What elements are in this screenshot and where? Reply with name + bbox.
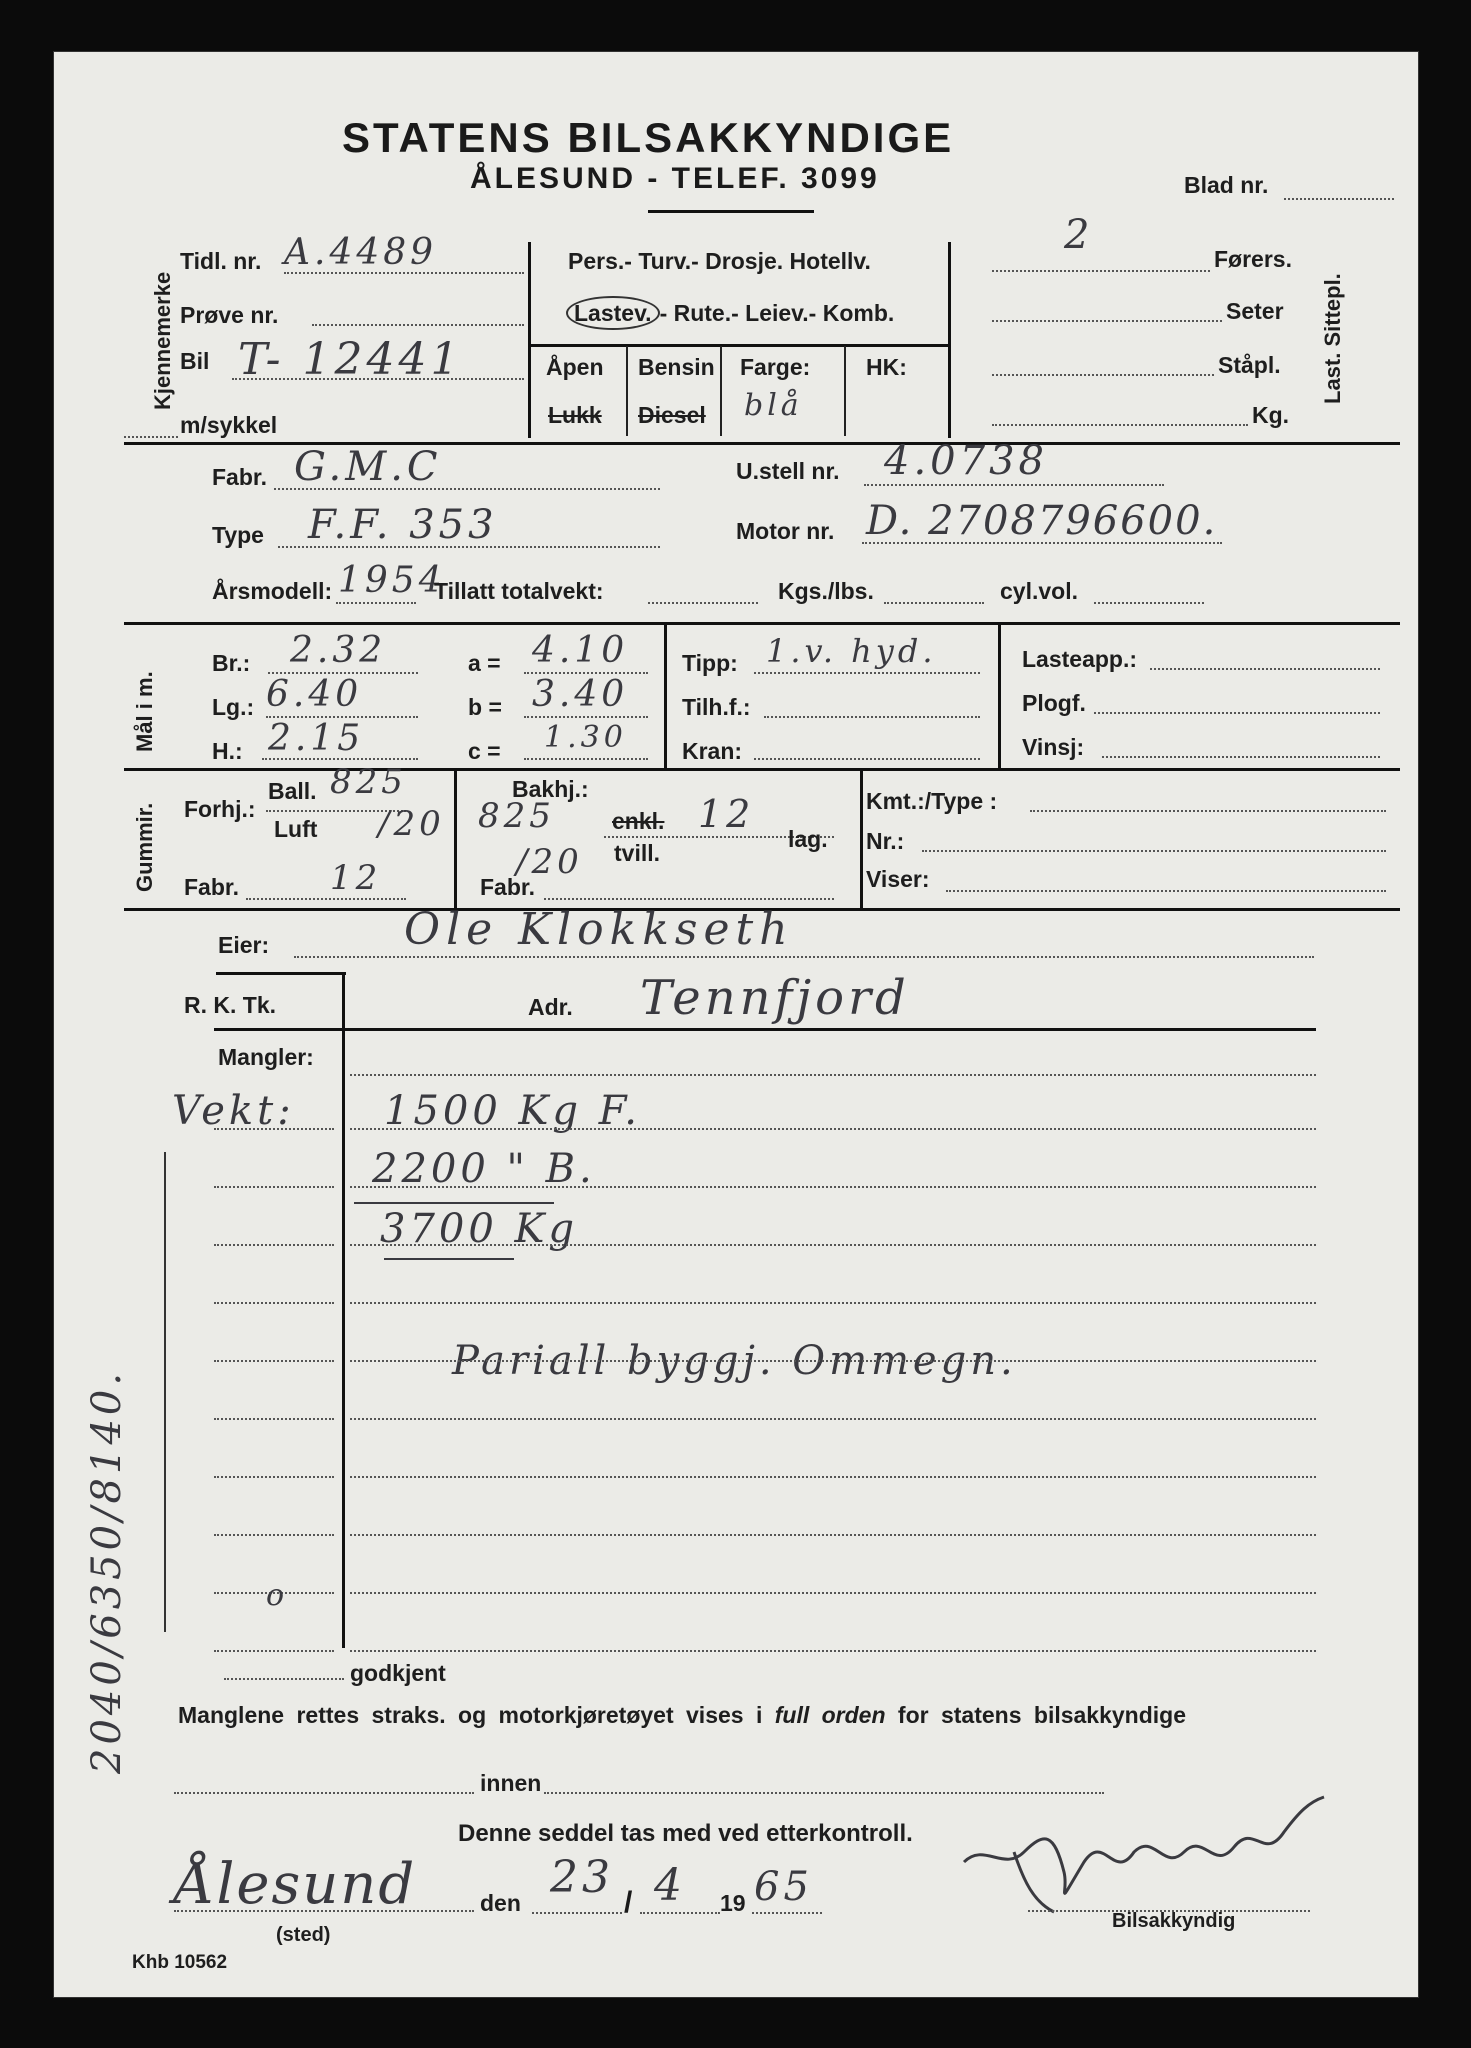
- b-value: 3.40: [532, 674, 629, 715]
- vinsj-label: Vinsj:: [1022, 734, 1085, 760]
- innen-line-left: [174, 1792, 474, 1794]
- eier-value: Ole Klokkseth: [404, 904, 794, 955]
- left-bracket: [164, 1152, 166, 1632]
- ustell-value: 4.0738: [884, 438, 1048, 484]
- b-line: [524, 716, 648, 718]
- tidl-value: A.4489: [284, 232, 438, 273]
- viser-line: [946, 890, 1386, 892]
- bensin-label: Bensin: [638, 354, 715, 380]
- sted-label: (sted): [276, 1924, 331, 1946]
- defect-rule-right: [350, 1650, 1316, 1652]
- tillatt-line: [648, 602, 758, 604]
- msykkel-line: [124, 436, 178, 438]
- rktk-top-rule: [216, 972, 346, 975]
- defect-rule-right: [350, 1186, 1316, 1188]
- date-slash: /: [624, 1886, 633, 1919]
- rule-2: [124, 622, 1400, 625]
- usage-lastev: [566, 300, 894, 327]
- form-title: STATENS BILSAKKYNDIGE: [342, 114, 955, 161]
- tyres-fabr2-line: [544, 898, 834, 900]
- signature: [954, 1792, 1334, 1927]
- motor-label: Motor nr.: [736, 518, 835, 544]
- arsmodell-value: 1954: [338, 560, 446, 601]
- tyres-fabr2-label: Fabr.: [480, 874, 535, 900]
- day-value: 23: [550, 1852, 614, 1903]
- tidl-label: Tidl. nr.: [180, 248, 262, 274]
- defect-line-2: 2200 " B.: [372, 1146, 596, 1192]
- defects-vertical: [342, 972, 345, 1648]
- rule-3: [124, 768, 1400, 771]
- bakhj-label: Bakhj.:: [512, 776, 589, 802]
- tillatt-label: Tillatt totalvekt:: [434, 578, 604, 604]
- a-value: 4.10: [532, 630, 629, 671]
- c-label: c =: [468, 738, 501, 764]
- apen-label: Åpen: [546, 354, 604, 380]
- ustell-line: [864, 484, 1164, 486]
- usage-div3: [844, 346, 846, 436]
- dim-div2: [998, 624, 1001, 768]
- msykkel-label: m/sykkel: [180, 412, 278, 438]
- usage-div1: [626, 346, 628, 436]
- sum-rule: [354, 1202, 554, 1204]
- dim-div1: [664, 624, 667, 768]
- fabr-line: [274, 488, 660, 490]
- kgs-line: [884, 602, 984, 604]
- dimensions-side-label: Mål i m.: [132, 671, 157, 752]
- luft-label: Luft: [274, 816, 318, 842]
- eier-label: Eier:: [218, 932, 270, 958]
- instruction-end: for statens bilsakkyndige: [897, 1702, 1187, 1728]
- ball-label: Ball.: [268, 778, 317, 804]
- lastev-circled: Lastev.: [566, 296, 660, 330]
- defect-rule-left: [214, 1418, 334, 1420]
- small-mark: o: [266, 1578, 289, 1613]
- defect-rule-left: [214, 1650, 334, 1652]
- usage-row1: Pers.- Turv.- Drosje. Hotellv.: [568, 248, 871, 274]
- defect-rule-left: [214, 1476, 334, 1478]
- total-rule: [384, 1258, 514, 1260]
- tyres-side-label: Gummir.: [132, 802, 157, 892]
- seter-label: Seter: [1226, 298, 1284, 324]
- type-line: [278, 546, 660, 548]
- h-line: [262, 758, 418, 760]
- prove-line: [312, 324, 524, 326]
- year-line: [752, 1912, 822, 1914]
- kgs-label: Kgs./lbs.: [778, 578, 874, 604]
- blad-line: [1284, 198, 1394, 200]
- defect-rule-left: [214, 1244, 334, 1246]
- tipp-line: [754, 672, 980, 674]
- forers-label: Førers.: [1214, 246, 1292, 272]
- plogf-label: Plogf.: [1022, 690, 1086, 716]
- enkl-label: enkl.: [612, 808, 665, 834]
- adr-label: Adr.: [528, 994, 573, 1020]
- lg-value: 6.40: [266, 674, 363, 715]
- tyres-div2: [860, 770, 863, 910]
- bil-line: [232, 378, 524, 380]
- bil-label: Bil: [180, 348, 210, 374]
- innen-label: innen: [480, 1770, 542, 1796]
- c-value: 1.30: [544, 720, 627, 755]
- tidl-line: [284, 272, 524, 274]
- h-label: H.:: [212, 738, 243, 764]
- seats-value: 2: [1064, 212, 1094, 258]
- vekt-label: Vekt:: [172, 1088, 295, 1134]
- ball-value: 825: [330, 762, 407, 802]
- header-rule: [648, 210, 814, 213]
- fabr-label: Fabr.: [212, 464, 267, 490]
- seats-side-label: Last. Sittepl.: [1320, 273, 1345, 404]
- vinsj-line: [1102, 756, 1380, 758]
- kjennemerke-side-label: Kjennemerke: [150, 271, 175, 410]
- form-number: Khb 10562: [132, 1952, 228, 1973]
- lasteapp-line: [1150, 668, 1380, 670]
- place-value: Ålesund: [174, 1852, 417, 1917]
- nr-label: Nr.:: [866, 828, 905, 854]
- usage-row2-rest: - Rute.- Leiev.- Komb.: [659, 300, 895, 326]
- cyl-line: [1094, 602, 1204, 604]
- defect-rule-right: [350, 1592, 1316, 1594]
- tyres-div1: [454, 770, 457, 910]
- diesel-label: Diesel: [638, 402, 706, 428]
- seter-line: [992, 320, 1222, 322]
- kmt-label: Kmt.:/Type :: [866, 788, 998, 814]
- ustell-label: U.stell nr.: [736, 458, 840, 484]
- defect-rule-left: [214, 1360, 334, 1362]
- bil-value: T- 12441: [238, 334, 463, 385]
- defect-rule-right: [350, 1128, 1316, 1130]
- kg-line: [992, 424, 1248, 426]
- enkl-value: 12: [698, 792, 755, 836]
- form-subtitle: ÅLESUND - TELEF. 3099: [470, 162, 880, 195]
- c-line: [524, 758, 648, 760]
- year-suffix: 65: [754, 1864, 813, 1910]
- prove-label: Prøve nr.: [180, 302, 279, 328]
- blad-label: Blad nr.: [1184, 172, 1269, 198]
- tipp-value: 1.v. hyd.: [766, 632, 937, 670]
- year-prefix: 19: [720, 1890, 746, 1916]
- bakhj-value: 825: [478, 796, 555, 836]
- instruction-italic: full orden: [774, 1702, 886, 1728]
- farge-value: blå: [744, 388, 803, 423]
- motor-line: [862, 542, 1222, 544]
- plogf-line: [1094, 712, 1380, 714]
- mangler-line-0: [350, 1074, 1316, 1076]
- br-value: 2.32: [290, 630, 387, 671]
- divider-right: [948, 242, 951, 438]
- motor-value: D. 2708796600.: [866, 498, 1218, 544]
- defect-line-4: Pariall byggj. Ommegn.: [452, 1338, 1017, 1384]
- type-label: Type: [212, 522, 264, 548]
- tyres-fabr-line: [246, 898, 406, 900]
- instruction-main: Manglene rettes straks. og motorkjøretøyet vises i: [178, 1702, 763, 1728]
- a-label: a =: [468, 650, 501, 676]
- instruction-text: [178, 1702, 1186, 1729]
- defect-rule-right: [350, 1418, 1316, 1420]
- stapl-line: [992, 374, 1214, 376]
- defect-rule-right: [350, 1360, 1316, 1362]
- defect-rule-left: [214, 1186, 334, 1188]
- h-value: 2.15: [268, 718, 365, 759]
- kg-label: Kg.: [1252, 402, 1290, 428]
- forers-line: [992, 270, 1210, 272]
- rktk-label: R. K. Tk.: [184, 992, 277, 1018]
- form-sheet: [54, 52, 1418, 1997]
- defect-rule-left: [214, 1302, 334, 1304]
- cyl-label: cyl.vol.: [1000, 578, 1078, 604]
- type-value: F.F. 353: [308, 502, 498, 548]
- side-note: 2040/6350/8140.: [84, 1368, 130, 1774]
- tvill-label: tvill.: [614, 840, 661, 866]
- lg-label: Lg.:: [212, 694, 255, 720]
- farge-label: Farge:: [740, 354, 811, 380]
- month-line: [640, 1912, 720, 1914]
- month-value: 4: [654, 1860, 686, 1911]
- viser-label: Viser:: [866, 866, 930, 892]
- lasteapp-label: Lasteapp.:: [1022, 646, 1138, 672]
- usage-rule: [528, 344, 948, 347]
- bakhj-sub: /20: [516, 842, 583, 882]
- mangler-label: Mangler:: [218, 1044, 314, 1070]
- nr-line: [922, 850, 1386, 852]
- defect-line-3: 3700 Kg: [380, 1206, 578, 1252]
- lag-label: lag.: [788, 826, 828, 852]
- day-line: [532, 1912, 622, 1914]
- godkjent-line: [224, 1678, 344, 1680]
- bold-note: Denne seddel tas med ved etterkontroll.: [458, 1820, 913, 1847]
- defect-rule-left: [214, 1534, 334, 1536]
- godkjent-label: godkjent: [350, 1660, 446, 1686]
- tipp-label: Tipp:: [682, 650, 738, 676]
- defect-line-1: 1500 Kg F.: [384, 1088, 641, 1134]
- divider-left: [528, 242, 531, 438]
- arsmodell-line: [336, 602, 416, 604]
- luft-value: /20: [378, 804, 445, 844]
- defect-rule-right: [350, 1534, 1316, 1536]
- defect-rule-right: [350, 1302, 1316, 1304]
- front-count: 12: [330, 858, 382, 898]
- br-label: Br.:: [212, 650, 251, 676]
- defect-rule-left: [214, 1128, 334, 1130]
- lukk-label: Lukk: [548, 402, 602, 428]
- tilhf-label: Tilh.f.:: [682, 694, 751, 720]
- b-label: b =: [468, 694, 502, 720]
- place-line: [174, 1910, 474, 1912]
- rule-5: [214, 1028, 1316, 1031]
- eier-line: [294, 956, 1314, 958]
- stapl-label: Ståpl.: [1218, 352, 1281, 378]
- kran-line: [754, 758, 980, 760]
- forhj-label: Forhj.:: [184, 796, 256, 822]
- fabr-value: G.M.C: [294, 444, 442, 490]
- defect-rule-right: [350, 1476, 1316, 1478]
- kmt-line: [1030, 810, 1386, 812]
- tilhf-line: [764, 716, 980, 718]
- arsmodell-label: Årsmodell:: [212, 578, 333, 604]
- defect-rule-right: [350, 1244, 1316, 1246]
- usage-div2: [720, 346, 722, 436]
- kran-label: Kran:: [682, 738, 743, 764]
- signer-label: Bilsakkyndig: [1112, 1910, 1236, 1932]
- hk-label: HK:: [866, 354, 907, 380]
- adr-value: Tennfjord: [640, 970, 910, 1026]
- den-label: den: [480, 1890, 521, 1916]
- tyres-fabr-label: Fabr.: [184, 874, 239, 900]
